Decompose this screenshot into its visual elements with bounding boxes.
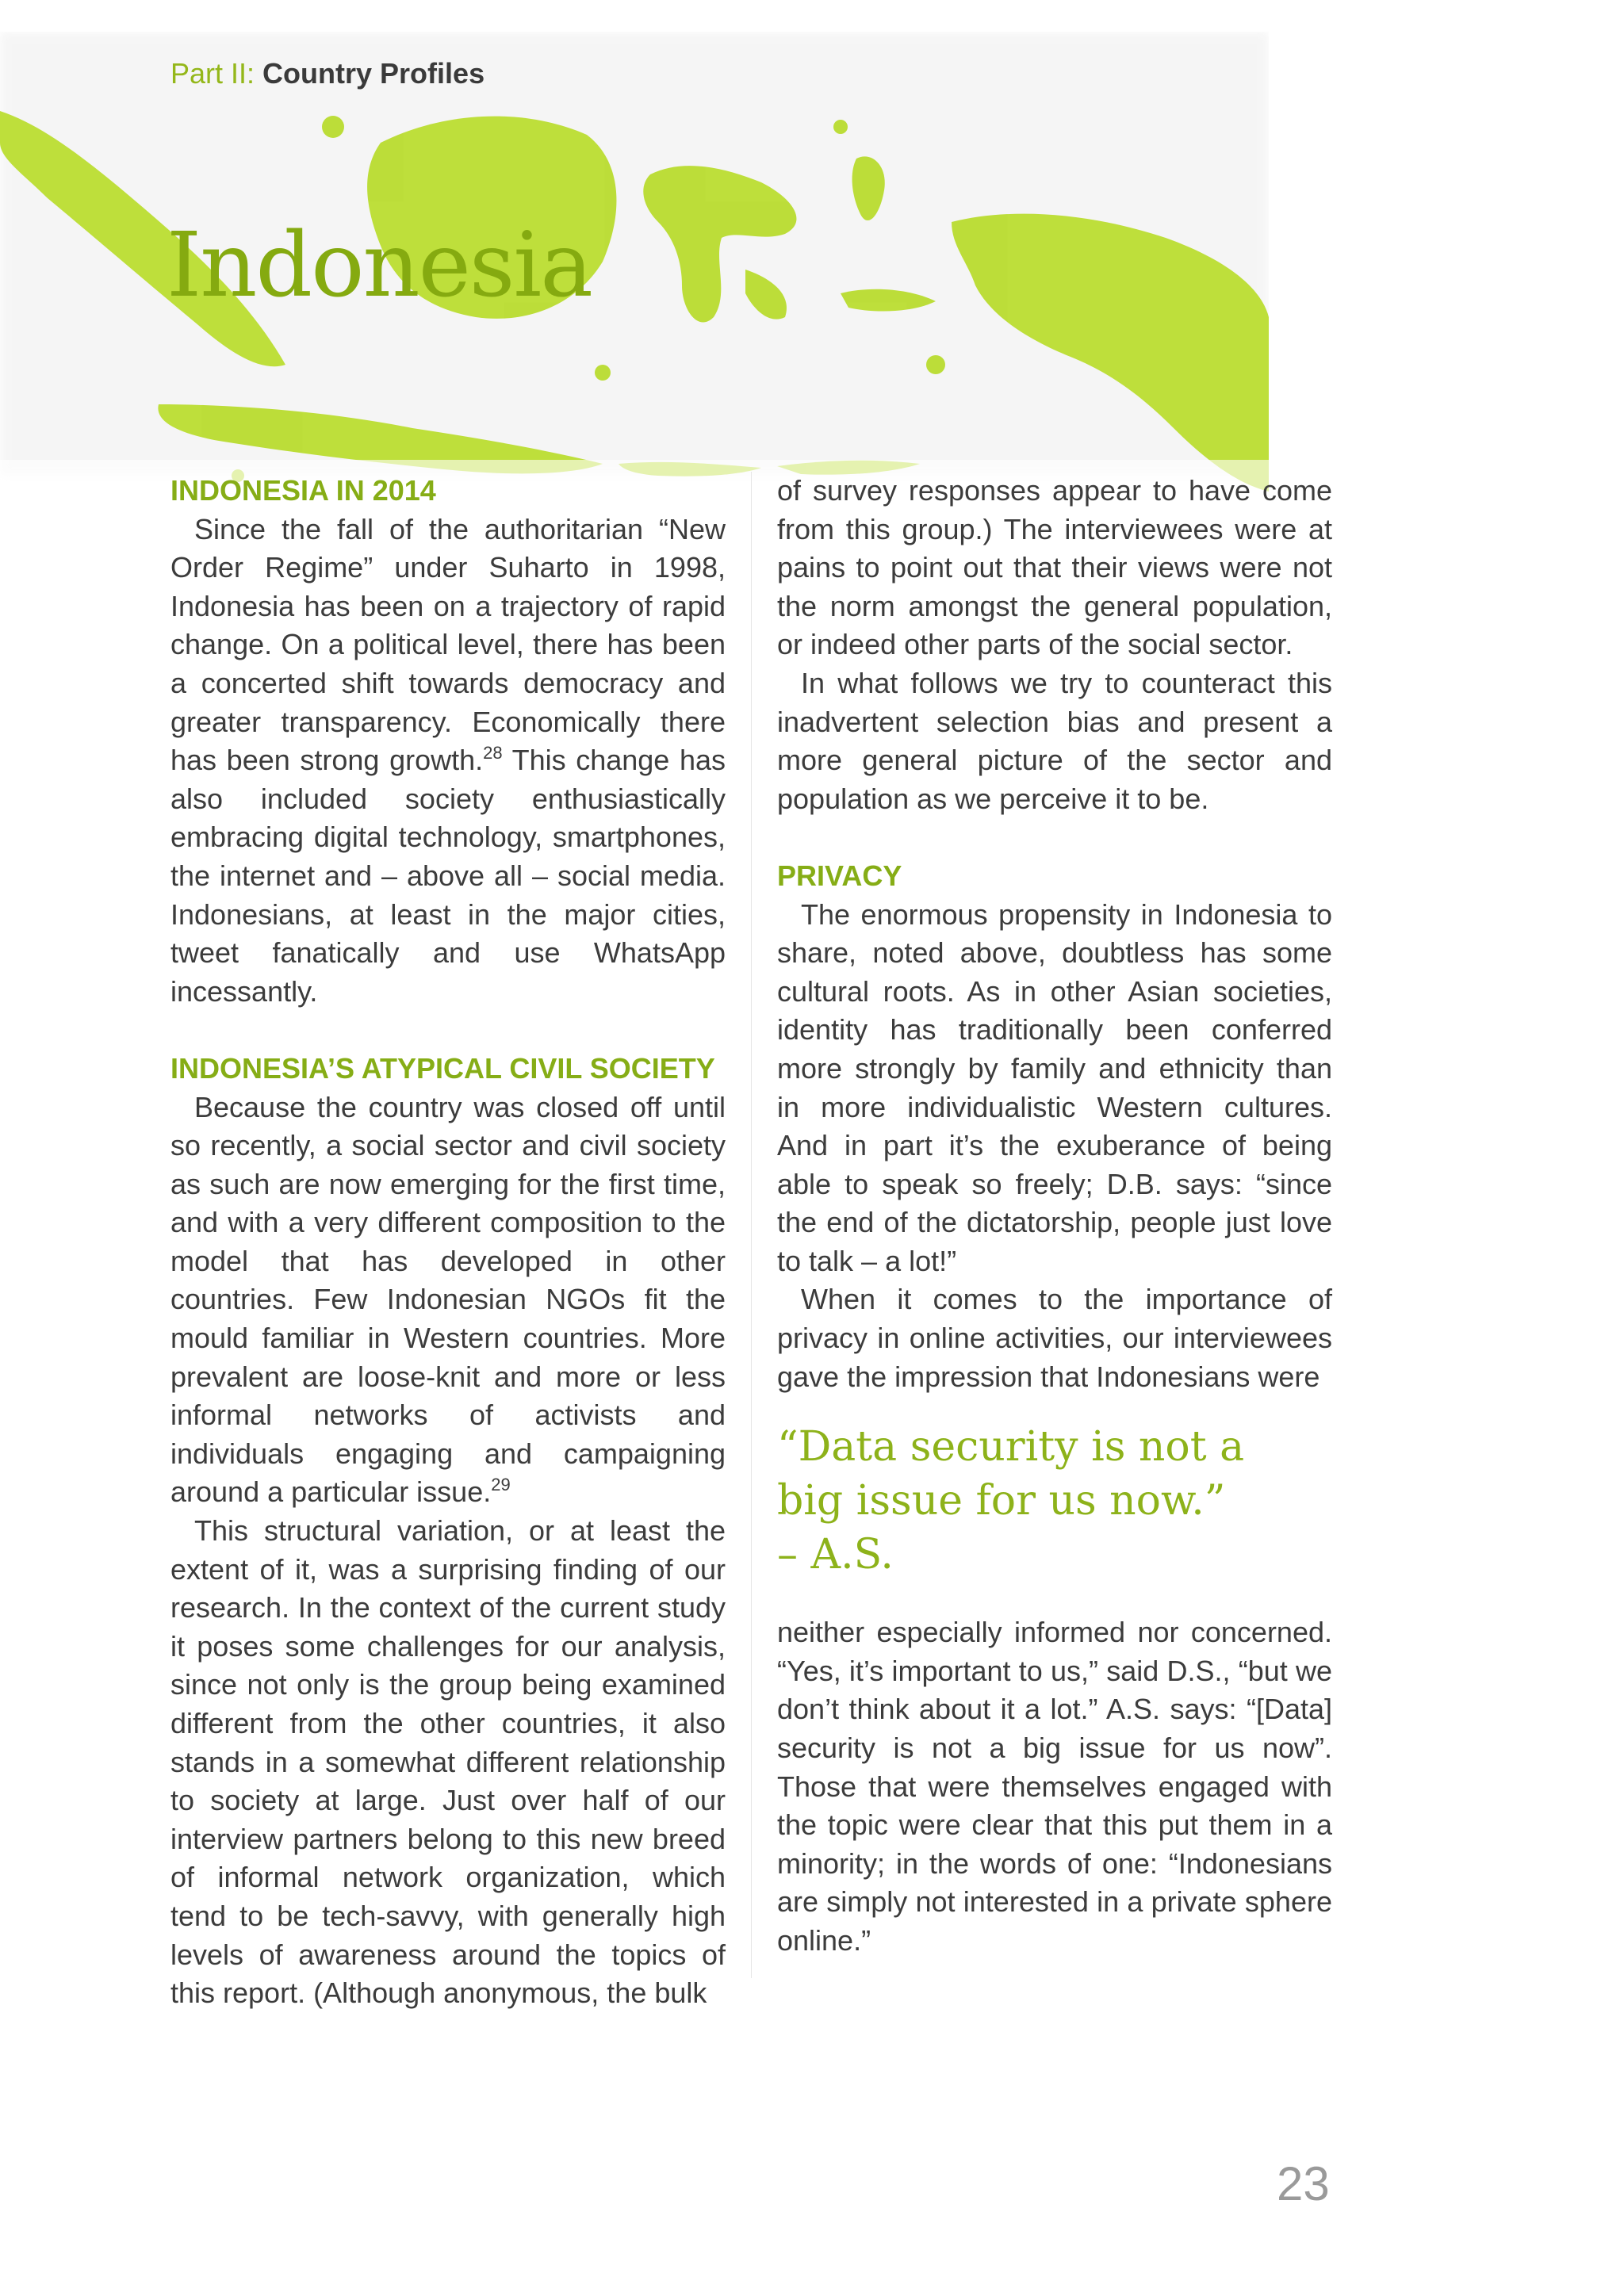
section-heading-privacy: PRIVACY	[777, 859, 902, 892]
page-title: Indonesia	[167, 214, 592, 317]
paragraph: The enormous propensity in Indonesia to share, noted above, doubtless has some cultural roots. As in other Asian societies, identity has traditionally been conferred more strongly by family and ethnicity than in more individualistic Western cultures. And in part it’s the exuberance of being able to speak so freely; D.B. says: “since the end of the dictatorship, people just love to talk – a lot!”	[777, 897, 1332, 1277]
part-label: Part II:	[170, 57, 263, 90]
footnote-ref-29: 29	[491, 1475, 511, 1495]
section-heading-civil-society: INDONESIA’S ATYPICAL CIVIL SOCIETY	[170, 1051, 715, 1085]
footnote-ref-28: 28	[483, 743, 503, 763]
paragraph: Since the fall of the authoritarian “New Order Regime” under Suharto in 1998, Indonesia has been on a trajectory of rapid change. On a political level, there has been a concerted shift towards democracy and greater transparency. Economically there has been strong growth.$^{28}$ This change has also included society enthusiastically embracing digital technology, smartphones, the internet and – above all – social media. Indonesians, at least in the major cities, tweet fanatically and use WhatsApp incessantly.	[170, 512, 726, 1008]
running-head	[170, 57, 485, 90]
paragraph: This structural variation, or at least the extent of it, was a surprising finding of our research. In the context of the current study it poses some challenges for our analysis, since not only is the group being examined different from the other countries, it also stands in a somewhat different relationship to society at large. Just over half of our interview partners belong to this new breed of informal network organization, which tend to be tech-savvy, with generally high levels of awareness around the topics of this report. (Although anonymous, the bulk	[170, 1514, 726, 2010]
paragraph: neither especially informed nor concerned. “Yes, it’s important to us,” said D.S., “but we don’t think about it a lot.” A.S. says: “[Data] security is not a big issue for us now”. Those that were themselves engaged with the topic were clear that this put them in a minority; in the words of one: “Indonesians are simply not interested in a private sphere online.”	[777, 1616, 1332, 1957]
paragraph: of survey responses appear to have come from this group.) The interviewees were at pains to point out that their views were not the norm amongst the general population, or indeed other parts of the social sector.	[777, 474, 1332, 661]
paragraph: When it comes to the importance of privacy in online activities, our interviewees gave the impression that Indonesians were	[777, 1283, 1332, 1393]
section-heading-indonesia-2014: INDONESIA IN 2014	[170, 474, 436, 507]
left-column	[170, 472, 726, 2013]
paragraph: Because the country was closed off until so recently, a social sector and civil society as such are now emerging for the first time, and with a very different composition to the model that has developed in other countries. Few Indonesian NGOs fit the mould familiar in Western countries. More prevalent are loose-knit and more or less informal networks of activists and individuals engaging and campaigning around a particular issue.$^{29}$	[170, 1090, 726, 1509]
pull-quote-attribution: – A.S.	[777, 1531, 894, 1579]
pull-quote-line: “Data security is not a	[777, 1423, 1245, 1471]
right-column	[777, 472, 1332, 1961]
pull-quote-line: big issue for us now.”	[777, 1477, 1226, 1525]
pull-quote	[777, 1420, 1332, 1582]
paragraph: In what follows we try to counteract this inadvertent selection bias and present a more general picture of the sector and population as we perceive it to be.	[777, 666, 1332, 815]
column-divider	[751, 472, 752, 1978]
page-number: 23	[1277, 2157, 1330, 2210]
section-label: Country Profiles	[262, 57, 485, 90]
